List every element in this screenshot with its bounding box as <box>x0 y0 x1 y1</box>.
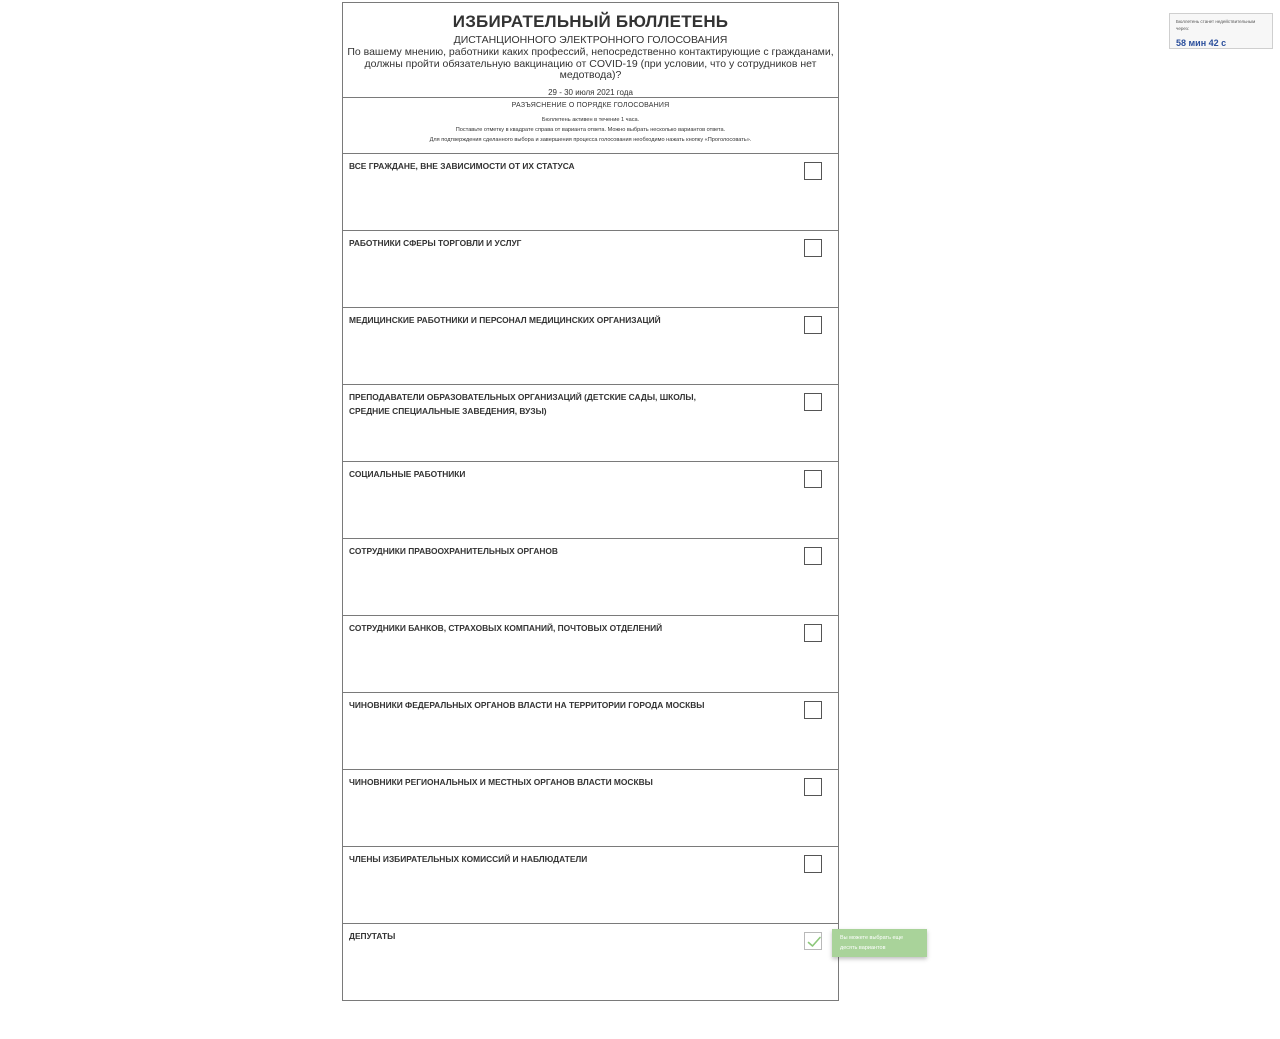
voting-instructions <box>343 98 838 154</box>
option-label: РАБОТНИКИ СФЕРЫ ТОРГОВЛИ И УСЛУГ <box>349 238 522 248</box>
option-row[interactable] <box>343 616 838 693</box>
option-label: ДЕПУТАТЫ <box>349 931 396 941</box>
selection-tooltip <box>832 929 927 957</box>
option-label: СОТРУДНИКИ БАНКОВ, СТРАХОВЫХ КОМПАНИЙ, ПОЧТОВЫХ ОТДЕЛЕНИЙ <box>349 623 663 633</box>
option-label: ЧИНОВНИКИ ФЕДЕРАЛЬНЫХ ОРГАНОВ ВЛАСТИ НА ТЕРРИТОРИИ ГОРОДА МОСКВЫ <box>349 700 705 710</box>
option-checkbox[interactable] <box>804 547 822 565</box>
ballot <box>342 2 839 1001</box>
option-row[interactable] <box>343 770 838 847</box>
option-label: МЕДИЦИНСКИЕ РАБОТНИКИ И ПЕРСОНАЛ МЕДИЦИНСКИХ ОРГАНИЗАЦИЙ <box>349 315 661 325</box>
option-checkbox[interactable] <box>804 316 822 334</box>
option-row[interactable] <box>343 154 838 231</box>
option-row[interactable] <box>343 847 838 924</box>
checkmark-icon <box>805 933 823 951</box>
option-label: СОЦИАЛЬНЫЕ РАБОТНИКИ <box>349 469 466 479</box>
option-checkbox[interactable] <box>804 624 822 642</box>
ballot-title: ИЗБИРАТЕЛЬНЫЙ БЮЛЛЕТЕНЬ <box>452 12 729 31</box>
option-label: ВСЕ ГРАЖДАНЕ, ВНЕ ЗАВИСИМОСТИ ОТ ИХ СТАТУСА <box>349 161 575 171</box>
option-label: ЧЛЕНЫ ИЗБИРАТЕЛЬНЫХ КОМИССИЙ И НАБЛЮДАТЕЛИ <box>349 854 588 864</box>
timer-caption: Бюллетень станет недействительным через: <box>1176 19 1256 31</box>
option-label: СОТРУДНИКИ ПРАВООХРАНИТЕЛЬНЫХ ОРГАНОВ <box>349 546 558 556</box>
option-checkbox[interactable] <box>804 393 822 411</box>
option-checkbox[interactable] <box>804 778 822 796</box>
option-row[interactable] <box>343 693 838 770</box>
option-row[interactable] <box>343 231 838 308</box>
option-checkbox[interactable] <box>804 701 822 719</box>
ballot-timer <box>1169 13 1273 49</box>
options-list <box>343 154 838 1002</box>
option-checkbox[interactable] <box>804 932 822 950</box>
option-checkbox[interactable] <box>804 162 822 180</box>
ballot-question: По вашему мнению, работники каких профессий, непосредственно контактирующие с гражданами, должны пройти обязательную вакцинацию от COVID-19 (при условии, что у сотрудников нет медотвода)? <box>347 46 834 81</box>
option-label: ПРЕПОДАВАТЕЛИ ОБРАЗОВАТЕЛЬНЫХ ОРГАНИЗАЦИЙ (ДЕТСКИЕ САДЫ, ШКОЛЫ, СРЕДНИЕ СПЕЦИАЛЬНЫЕ ЗАВЕДЕНИЯ, ВУЗЫ) <box>349 392 696 416</box>
option-row[interactable] <box>343 385 838 462</box>
option-checkbox[interactable] <box>804 470 822 488</box>
tooltip-text: Вы можете выбрать еще десять вариантов <box>840 935 904 951</box>
option-checkbox[interactable] <box>804 855 822 873</box>
option-row[interactable] <box>343 924 838 1002</box>
timer-value: 58 мин 42 с <box>1176 38 1227 48</box>
instructions-line: Для подтверждения сделанного выбора и завершения процесса голосования необходимо нажать кнопку «Проголосовать». <box>429 137 752 143</box>
ballot-header <box>343 3 838 98</box>
option-row[interactable] <box>343 539 838 616</box>
option-label: ЧИНОВНИКИ РЕГИОНАЛЬНЫХ И МЕСТНЫХ ОРГАНОВ ВЛАСТИ МОСКВЫ <box>349 777 653 787</box>
instructions-line: Бюллетень активен в течение 1 часа. <box>541 117 640 123</box>
option-row[interactable] <box>343 462 838 539</box>
option-row[interactable] <box>343 308 838 385</box>
instructions-line: Поставьте отметку в квадрате справа от варианта ответа. Можно выбрать несколько вариантов ответа. <box>455 127 726 133</box>
ballot-dates: 29 - 30 июля 2021 года <box>548 87 633 97</box>
ballot-subtitle: ДИСТАНЦИОННОГО ЭЛЕКТРОННОГО ГОЛОСОВАНИЯ <box>453 34 728 46</box>
instructions-heading: РАЗЪЯСНЕНИЕ О ПОРЯДКЕ ГОЛОСОВАНИЯ <box>511 102 670 109</box>
option-checkbox[interactable] <box>804 239 822 257</box>
